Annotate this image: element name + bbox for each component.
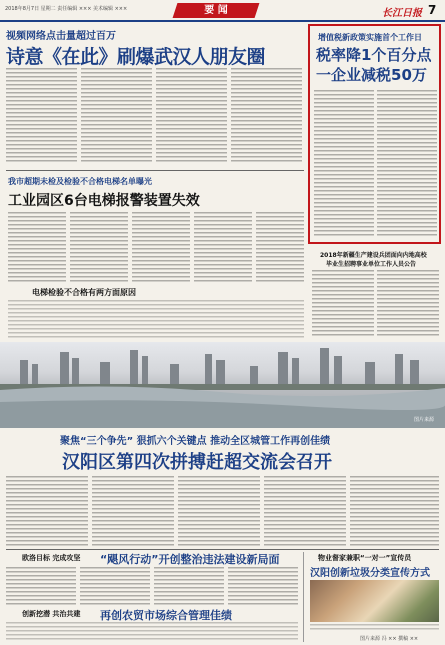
rule-lower-vertical: [303, 552, 304, 642]
notice-body-col2: [377, 270, 439, 338]
article3-title: 工业园区6台电梯报警装置失效: [8, 193, 200, 209]
article1-body-col1: [6, 68, 77, 164]
page-number: 7: [428, 3, 437, 17]
article4-body-col4: [264, 476, 346, 546]
article6-title: 再创农贸市场综合管理佳绩: [100, 609, 232, 622]
article3-body-col4: [194, 212, 252, 282]
skyline-graphic: [0, 342, 445, 428]
masthead: [0, 0, 445, 20]
article7-title: 汉阳创新垃圾分类宣传方式: [310, 568, 430, 579]
paper-name: 长江日报: [382, 8, 422, 19]
article6-body: [6, 622, 298, 642]
article2-title-line1: 税率降1个百分点: [316, 46, 432, 64]
article5-body-col3: [154, 567, 224, 605]
skyline-photo: [0, 342, 445, 428]
article1-body-col4: [231, 68, 302, 164]
article1-kicker: 视频网络点击量超过百万: [6, 31, 116, 42]
article2-title-line2: 一企业减税50万: [316, 66, 427, 84]
date-line: 2018年8月7日 星期二 责任编辑 ××× 美术编辑 ×××: [5, 6, 128, 12]
article3-body-lower: [8, 300, 304, 340]
footer-credit: 图片来源 冯 ×× 撰稿 ××: [360, 636, 419, 642]
article1-body-col2: [81, 68, 152, 164]
notice-body-col1: [312, 270, 374, 338]
article5-body-col4: [228, 567, 298, 605]
article5-title: “飓风行动”开创整治违法建设新局面: [100, 553, 280, 566]
article7-kicker: 物业督家兼职“一对一”宣传员: [318, 554, 412, 562]
article2-kicker: 增值税新政策实施首个工作日: [318, 33, 422, 42]
masthead-rule: [0, 20, 445, 22]
article2-body-col1: [314, 90, 374, 238]
article7-photo: [310, 580, 439, 622]
article3-kicker: 我市超期未检及检验不合格电梯名单曝光: [8, 177, 152, 186]
article4-body-col3: [178, 476, 260, 546]
notice-title-line1: 2018年新疆生产建设兵团面向内地高校: [320, 252, 427, 259]
article3-body-col5: [256, 212, 304, 282]
article1-title: 诗意《在此》刷爆武汉人朋友圈: [6, 46, 266, 68]
article6-kicker: 创新挖潜 共治共建: [22, 610, 81, 618]
rule-above-lower: [6, 549, 439, 550]
rule-below-article1: [6, 170, 304, 171]
photo-caption-tag: 图片来源: [414, 417, 435, 423]
section-label: 要 闻: [204, 5, 228, 16]
article3-body-col2: [70, 212, 128, 282]
article3-body-col1: [8, 212, 66, 282]
notice-title-line2: 毕业生招聘事业单位工作人员公告: [326, 261, 417, 268]
article7-body: [310, 624, 439, 632]
article5-body-col1: [6, 567, 76, 605]
article4-body-col1: [6, 476, 88, 546]
article5-kicker: 欧洛目标 完成攻坚: [22, 554, 81, 562]
article4-body-col5: [350, 476, 439, 546]
article4-title: 汉阳区第四次拼搏赶超交流会召开: [62, 452, 332, 473]
article4-body-col2: [92, 476, 174, 546]
article1-body-col3: [156, 68, 227, 164]
article2-body-col2: [377, 90, 437, 238]
article3-body-col3: [132, 212, 190, 282]
article4-kicker: 聚焦“三个争先” 狠抓六个关键点 推动全区城管工作再创佳绩: [60, 436, 331, 447]
article5-body-col2: [80, 567, 150, 605]
article3-subhead: 电梯检验不合格有两方面原因: [32, 288, 136, 297]
